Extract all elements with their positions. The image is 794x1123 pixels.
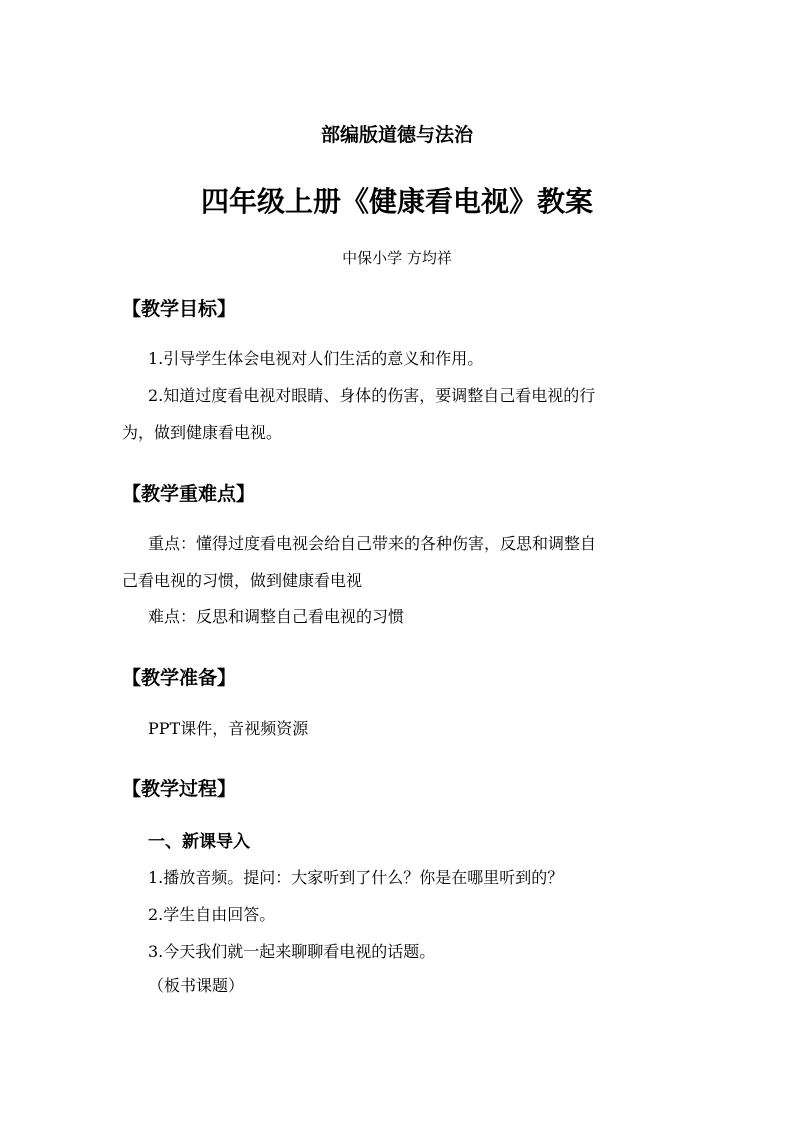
section-heading-preparation: 【教学准备】	[122, 667, 237, 689]
preparation-item: PPT课件，音视频资源	[148, 719, 309, 738]
process-item-2: 2.学生自由回答。	[148, 905, 276, 924]
objective-item-2-continued: 为，做到健康看电视。	[122, 423, 283, 442]
process-item-4: （板书课题）	[148, 976, 245, 995]
section-heading-process: 【教学过程】	[122, 778, 237, 800]
document-author: 中保小学 方均祥	[342, 249, 452, 267]
process-subheading: 一、新课导入	[148, 832, 250, 852]
difficulty-item: 难点：反思和调整自己看电视的习惯	[148, 607, 405, 626]
document-subject: 部编版道德与法治	[320, 124, 473, 146]
process-item-1: 1.播放音频。提问：大家听到了什么？你是在哪里听到的？	[148, 868, 564, 887]
document-title: 四年级上册《健康看电视》教案	[200, 185, 593, 218]
key-point-item-1: 重点：懂得过度看电视会给自己带来的各种伤害，反思和调整自	[148, 534, 597, 553]
section-heading-key-points: 【教学重难点】	[122, 483, 256, 505]
objective-item-2: 2.知道过度看电视对眼睛、身体的伤害，要调整自己看电视的行	[148, 386, 596, 405]
objective-item-1: 1.引导学生体会电视对人们生活的意义和作用。	[148, 349, 484, 368]
section-heading-objectives: 【教学目标】	[122, 298, 237, 320]
key-point-item-1-continued: 己看电视的习惯，做到健康看电视	[122, 571, 363, 590]
process-item-3: 3.今天我们就一起来聊聊看电视的话题。	[148, 942, 436, 961]
